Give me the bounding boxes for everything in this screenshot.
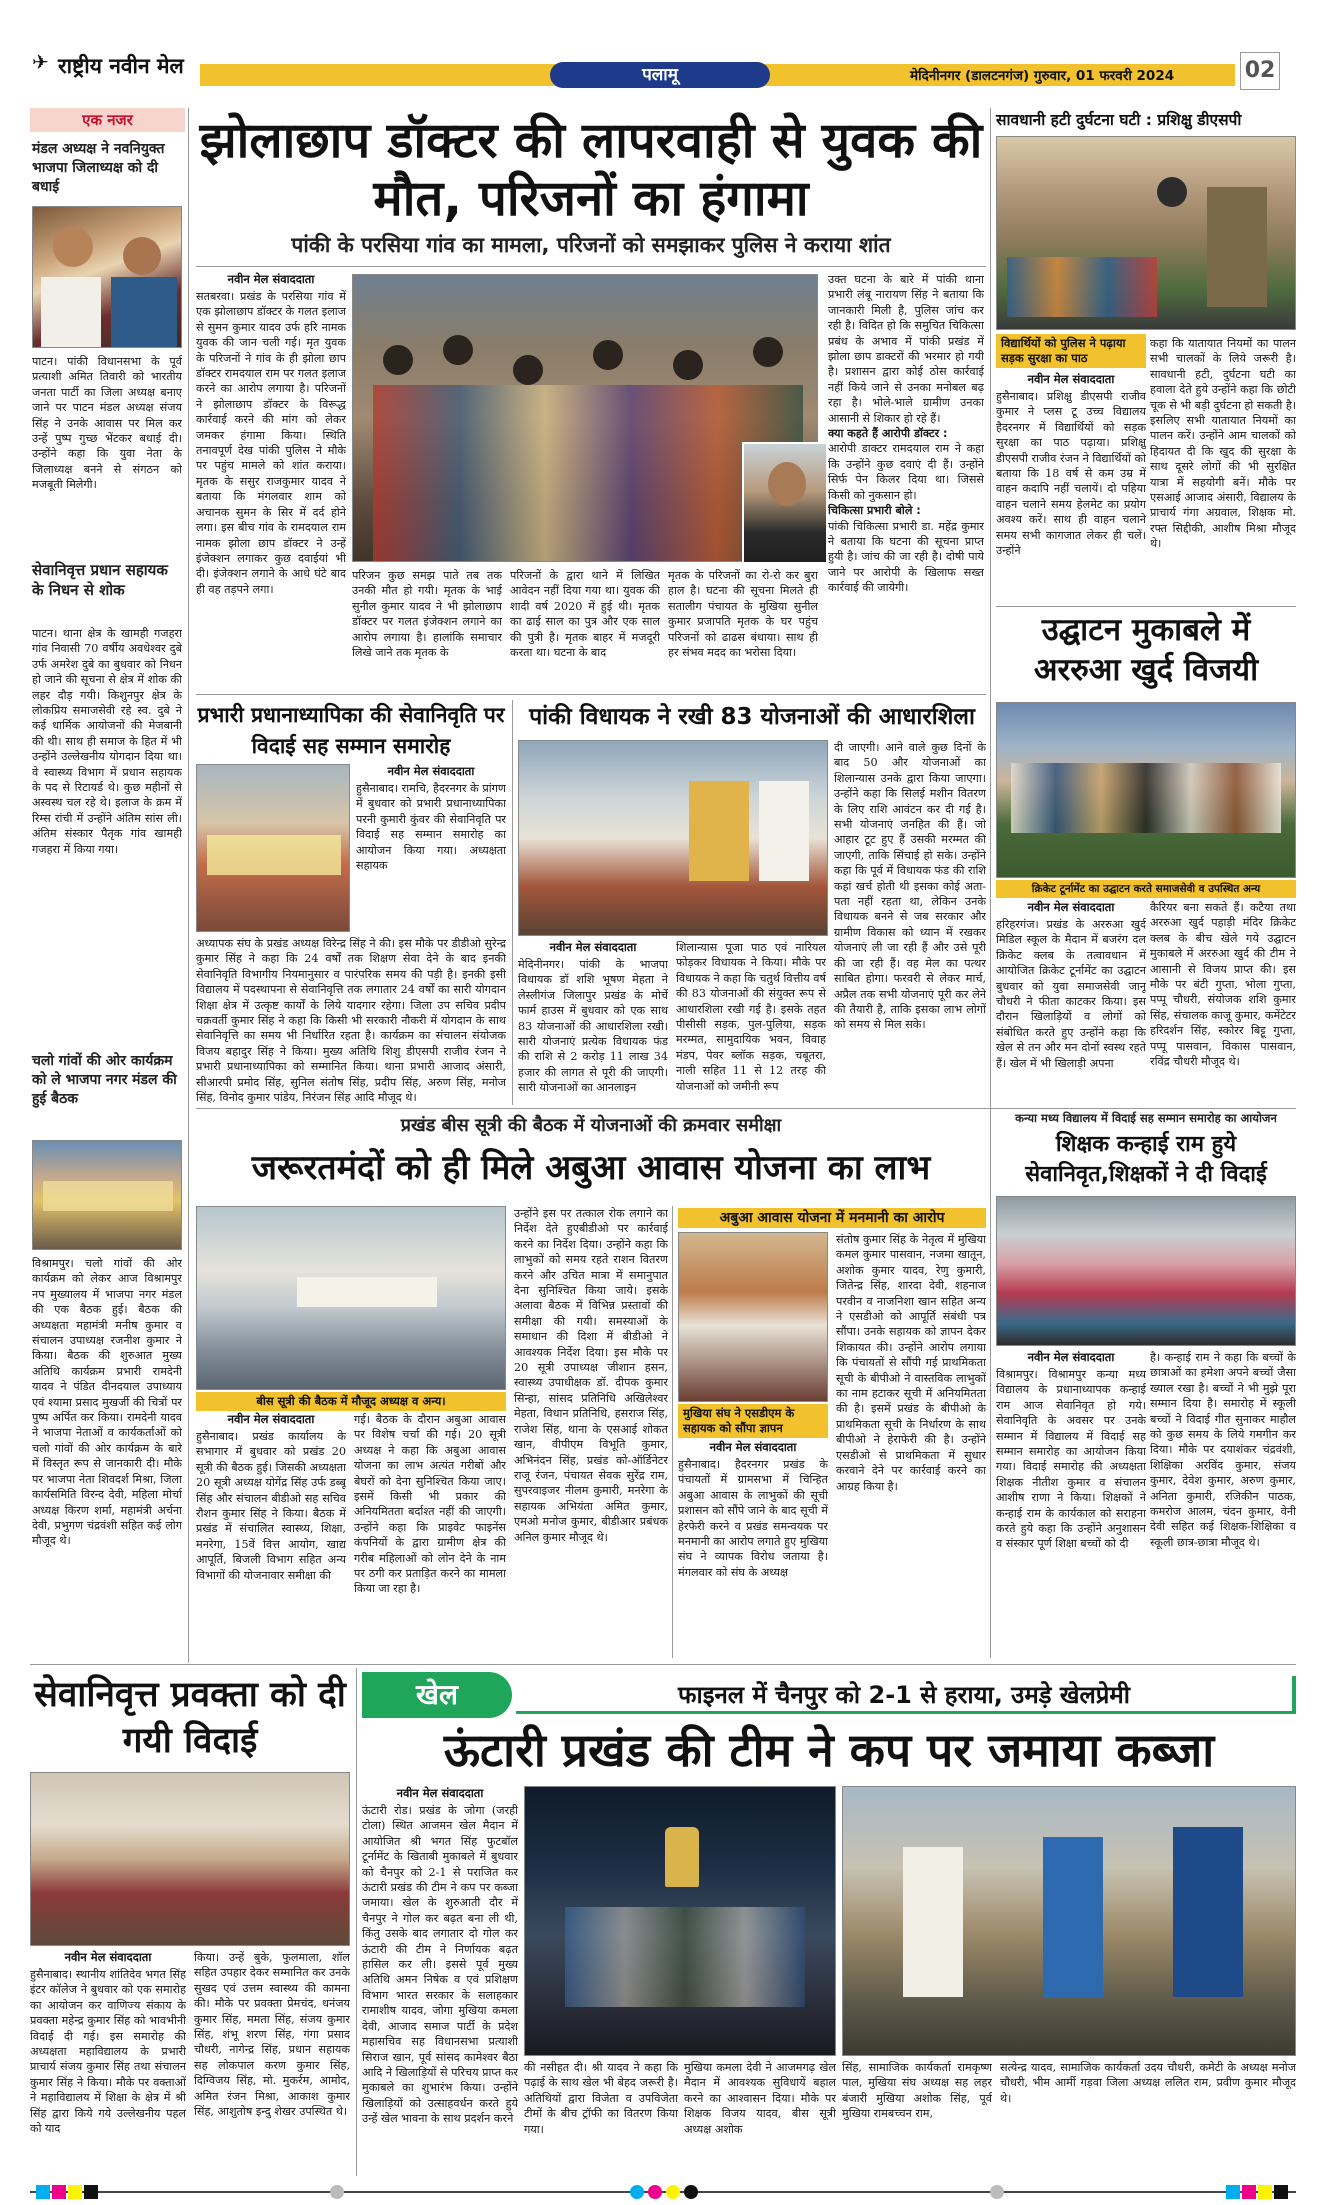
masthead (30, 44, 1295, 92)
sidebar-item3-title: चलो गांवों की ओर कार्यक्रम को ले भाजपा नगर मंडल की हुई बैठक (32, 1053, 177, 1107)
khel-col4: सिंह, सामाजिक कार्यकर्ता रामकृष्ण पाल, मुखिया संघ अध्यक्ष सह लहर बंजारी मुखिया अशोक सिंह, पूर्व मुखिया रामबच्चन राम, (842, 2061, 992, 2121)
sidebar-item2-body: पाटन। थाना क्षेत्र के खामही गजहरा गांव निवासी 70 वर्षीय अवधेश्वर दुबे उर्फ अमरेश दुबे का बुधवार को निधन हो जाने की सूचना से क्षेत्र में शोक की लहर दौड़ गयी। किशुनपुर क्षेत्र के लोकप्रिय समाजसेवी रहे स्व. दुबे ने कई धार्मिक आयोजनों की मेजबानी की थी। साथ ही समाज के हित में भी उन्होंने उल्लेखनीय योगदान दिया था। वे स्वास्थ्य विभाग में प्रधान सहायक के पद से रिटायर्ड थे। कुछ महीनों से अस्वस्थ चल रहे थे। इलाज के क्रम में रिम्स रांची में उन्होंने अंतिम सांस ली। अंतिम संस्कार पैतृक गांव खामही गजहरा में किया गया। (32, 627, 182, 856)
lead-col2: परिजन कुछ समझ पाते तब तक उनकी मौत हो गयी। मृतक के भाई सुनील कुमार यादव ने भी झोलाछाप डॉक्टर पर गलत इंजेक्शन लगाने का आरोप लगाया है। हालांकि समाचार लिखे जाने तक मृतक के (352, 569, 502, 660)
sutri-col1 (196, 1412, 346, 1658)
abua-divider (672, 1206, 673, 1658)
mla-photo (518, 740, 828, 936)
lead-col5-b: आरोपी डाक्टर रामदयाल राम ने कहा कि उन्होंने कुछ दवाएं दी हैं। उन्होंने सिर्फ पेन किलर दिया था। जिससे किसी को नुकसान हो। (828, 442, 984, 502)
pravakta-byline: नवीन मेल संवाददाता (64, 1950, 152, 1964)
sidebar-divider (188, 108, 189, 1663)
khel-col3: मुखिया कमला देवी ने आजमगढ़ खेल मैदान में आवश्यक सुविधायें बहाल करने का आश्वासन दिया। मौके पर शिक्षक विजय यादव, बीस सूत्री अध्यक्ष अशोक (684, 2061, 836, 2136)
sidebar-item1-title: मंडल अध्यक्ष ने नवनियुक्त भाजपा जिलाध्यक्ष को दी बधाई (32, 141, 165, 195)
page-number: 02 (1240, 52, 1280, 90)
dateline: मेदिनीनगर (डालटनगंज) गुरुवार, 01 फरवरी 2024 (910, 68, 1175, 84)
color-swatch-yellow-2 (1258, 2185, 1272, 2199)
khel-col1-text: ऊंटारी रोड। प्रखंड के जोगा (जरही टोला) स्थित आजमन खेल मैदान में आयोजित श्री भगत सिंह फुटबॉल टूर्नामेंट के खिताबी मुकाबले में बुधवार को चैनपुर को 2-1 से पराजित कर ऊंटारी प्रखंड की टीम ने कप पर कब्जा जमाया। खेल के शुरुआती दौर में चैनपुर ने गोल कर बढ़त बना ली थी, किंतु उसके बाद लगातार दो गोल कर ऊंटारी की टीम ने निर्णायक बढ़त हासिल कर ली। इससे पूर्व मुख्य अतिथि अमन निषेक व एवं प्रशिक्षण विभाग भारत सरकार के सलाहकार रामाशीष यादव, जोगा मुखिया कमला देवी, आजाद समाज पार्टी के प्रदेश महासचिव सह विधानसभा प्रत्याशी सिराज खान, पूर्व सांसद कामेश्वर बैठा आदि ने खिलाड़ियों से परिचय प्राप्त कर मुकाबले का शुभारंभ किया। उन्होंने खिलाड़ियों को उत्साहवर्धन करते हुये उन्हें खेल भावना के साथ प्रदर्शन करने (362, 1804, 518, 2126)
mla-col1-text: मेदिनीनगर। पांकी के भाजपा विधायक डॉ शशि भूषण मेहता ने लेस्लीगंज जिलापुर प्रखंड के मोर्चे फार्म हाउस में बुधवार को एक साथ 83 योजनाओं की आधारशिला रखी। सारी योजनाएं प्रत्येक विधायक फंड की राशि से 2 करोड़ 11 लाख 34 हजार की लागत से पूरी की जाएगी। सारी योजनाओं का आनलाइन (518, 958, 668, 1095)
sutri-col1-text: हुसैनाबाद। प्रखंड कार्यालय के सभागार में बुधवार को प्रखंड 20 सूत्री की बैठक हुई। जिसकी अध्यक्षता 20 सूत्री अध्यक्ष योगेंद्र सिंह उर्फ डब्बू सिंह और संचालन बीडीओ सह सचिव रौशन कुमार सिंह ने किया। बैठक में प्रखंड में संचालित स्वास्थ्य, शिक्षा, मनरेगा, 15वें वित्त आयोग, खाद्य आपूर्ति, बिजली विभाग सहित अन्य विभागों की योजनावार समीक्षा की (196, 1430, 346, 1582)
footer-strip (30, 2184, 1296, 2200)
sutri-headline: जरूरतमंदों को ही मिले अबुआ आवास योजना का लाभ (251, 1148, 931, 1188)
lead-col1-text: सतबरवा। प्रखंड के परसिया गांव में एक झोलाछाप डॉक्टर के गलत इलाज से सुमन कुमार यादव उर्फ हरि नामक युवक की जान चली गई। मृत युवक के परिजनों ने गांव के ही झोला छाप डॉक्टर रामदयाल राम पर गलत इलाज करने का आरोप लगाया है। परिजनों ने झोलाछाप डॉक्टर के विरूद्ध कार्रवाई करने की मांग को लेकर जमकर हंगामा किया। स्थिति तनावपूर्ण देख पांकी पुलिस ने मौके पर पहुंच मामले को शांत कराया। मृतक के ससुर राजकुमार यादव ने बताया कि मंगलवार शाम को अचानक सुमन के सिर में दर्द होने लगा। इस बीच गांव के रामदयाल राम नामक झोला छाप डॉक्टर ने उन्हें इंजेक्शन लगाकर कुछ दवाईयां भी दी। इंजेक्शन लगाने के आधे घंटे बाद ही वह तड़पने लगा। (196, 290, 346, 596)
safety-byline: नवीन मेल संवाददाता (1027, 372, 1115, 386)
brand-name: राष्ट्रीय नवीन मेल (58, 53, 184, 78)
mla-col3: दी जाएगी। आने वाले कुछ दिनों के बाद 50 और योजनाओं का शिलान्यास उनके द्वारा किया जाएगा। उन्होंने कहा कि सिलई मशीन वितरण के लिए राशि आवंटन कर दी गई है। सभी योजनाएं जनहित की हैं। जो आहार टूट हुए हैं उसकी मरम्मत की जाएगी, ताकि सिंचाई हो सके। उन्होंने कहा कि पूर्व में विधायक फंड की राशि कहां खर्च होती थी इसका कोई अता-पता नहीं रहता था, लेकिन उनके विधायक बनने से जब सरकार और ग्रामीण विकास को ध्यान में रखकर योजनाएं ली जा रही हैं और उसे पूरी की जा रही हैं। वह मेल का पत्थर साबित होगा। फरवरी से लेकर मार्च, अप्रैल तक सभी योजनाएं पूरी कर लेने की तैयारी है, ताकि इसका लाभ लोगों को समय से मिल सके। (834, 741, 986, 1032)
color-swatch-cyan (36, 2185, 50, 2199)
lead-col4: मृतक के परिजनों का रो-रो कर बुरा हाल है। घटना की सूचना मिलते ही सतालीग पंचायत के मुखिया सुनील कुमार प्रजापति मृतक के घर पहुंच परिजनों को ढाढस बंधाया। साथ ही हर संभव मदद का भरोसा दिया। (668, 569, 818, 660)
khel-kicker-bar (516, 1676, 1296, 1714)
khel-col5: सत्येन्द्र यादव, सामाजिक कार्यकर्ता उदय चौधरी, कमेटी के अध्यक्ष मनोज चौधरी, भीम आर्मी गड़वा जिला अध्यक्ष ललित राम, प्रवीण कुमार मौजूद थे। (1000, 2061, 1296, 2105)
color-swatch-black (84, 2185, 98, 2199)
inaug-headline: उद्घाटन मुकाबले में अररुआ खुर्द विजयी (1033, 612, 1259, 688)
lead-rule (196, 266, 986, 267)
sutri-photo (196, 1206, 506, 1390)
section-text: पलामू (642, 65, 678, 85)
inaug-caption: क्रिकेट टूर्नामेंट का उद्घाटन करते समाजसेवी व उपस्थित अन्य (996, 880, 1296, 898)
khel-kicker: फाइनल में चैनपुर को 2-1 से हराया, उमड़े खेलप्रेमी (677, 1681, 1131, 1709)
right-divider (990, 108, 991, 1108)
bird-icon: ✈ (32, 50, 49, 74)
ek-nazar-tab (30, 108, 185, 132)
khel-photo-trophy (524, 1786, 836, 2056)
brand-logo (30, 46, 200, 88)
safety-bottom-rule (996, 606, 1296, 607)
safety-col1 (996, 372, 1146, 604)
register-dot-yellow (666, 2185, 680, 2199)
khel-col1 (362, 1786, 518, 2176)
khel-col2: की नसीहत दी। श्री यादव ने कहा कि पढ़ाई के साथ खेल भी बेहद जरूरी है। अतिथियों द्वारा विजेता व उपविजेता टीमों के बीच ट्रॉफी का वितरण किया गया। (524, 2061, 678, 2136)
abua-col1 (678, 1440, 828, 1658)
bottom-top-rule (30, 1664, 1296, 1665)
lead-col1 (196, 272, 346, 692)
khel-photo-players (842, 1786, 1296, 2056)
sidebar-item3-body: विश्रामपुर। चलो गांवों की ओर कार्यक्रम को लेकर आज विश्रामपुर नप मुख्यालय में भाजपा नगर मंडल की एक बैठक हुई। बैठक की अध्यक्षता महामंत्री मनीष कुमार व संचालन उपाध्यक्ष रजनीश कुमार ने किया। बैठक की शुरुआत मुख्य अतिथि कार्यक्रम प्रभारी रामदेनी यादव ने पंडित दीनदयाल उपाध्याय एवं श्यामा प्रसाद मुखर्जी की चित्रों पर पुष्प अर्पित कर किया। रामदेनी यादव ने भाजपा नेताओं व कार्यकर्ताओं को चलो गांवों की ओर कार्यक्रम के बारे में विस्तृत रूप से जानकारी दी। मौके पर भाजपा नेता शिवदर्श मिश्रा, जिला कार्यसमिति विरन्द देवी, महिला मोर्चा अध्यक्ष किरण शर्मा, महामंत्री अर्चना देवी, प्रभुगण चंद्रवंशी सहित कई लोग मौजूद थे। (32, 1257, 182, 1548)
khel-divider (356, 1668, 357, 2176)
safety-caption: विद्यार्थियों को पुलिस ने पढ़ाया सड़क सुरक्षा का पाठ (996, 334, 1146, 368)
sutri-byline: नवीन मेल संवाददाता (227, 1412, 315, 1426)
register-dot-black (684, 2185, 698, 2199)
color-swatch-yellow (68, 2185, 82, 2199)
kanhai-kicker: कन्या मध्य विद्यालय में विदाई सह सम्मान समारोह का आयोजन (1015, 1111, 1277, 1125)
retire-hm-col-full: अध्यापक संघ के प्रखंड अध्यक्ष विरेन्द्र सिंह ने की। इस मौके पर डीडीओ सुरेन्द्र कुमार सिंह ने कहा कि 24 वर्षों तक शिक्षण सेवा देने के बाद इनकी सेवानिवृति विभागीय नियमानुसार व पारंपरिक समय की पड़ी है। इनकी इसी विद्यालय में पदस्थापना से सेवानिवृत्ति तक लगातार 24 वर्षों का सारी योगदान शिक्षा क्षेत्र में उत्कृष्ट कार्यों के लिये यादगार रहेगा। जिला उप सचिव प्रदीप चक्रवर्ती कुमार सिंह ने कहा कि किसी भी सरकारी नौकरी में योगदान के साथ सेवानिवृत्ति का समय भी निर्धारित रहता है। कार्यक्रम का संचालन संयोजक विजय बहादुर सिंह ने किया। मुख्य अतिथि शिशु डीएसपी राजीव रंजन ने प्रभारी प्रधानाध्यापिका को सम्मानित किया। थाना प्रभारी आजाद अंसारी, सीआरपी प्रमोद सिंह, सुनिल संतोष सिंह, प्रदीप सिंह, अरुण सिंह, मनोज सिंह, विनोद कुमार पांडेय, निरंजन सिंह आदि मौजूद थे। (196, 937, 506, 1105)
khel-tag-text: खेल (416, 1678, 458, 1711)
lead-photo-portrait (742, 442, 828, 564)
mid-rule (196, 1108, 1296, 1109)
sidebar (30, 108, 185, 1663)
abua-caption: मुखिया संघ ने एसडीएम के सहायक को सौंपा ज्ञापन (678, 1404, 828, 1438)
sidebar-photo-2 (32, 1140, 182, 1250)
lead-byline: नवीन मेल संवाददाता (227, 272, 315, 286)
ek-nazar-label: एक नजर (82, 111, 133, 129)
abua-col2: संतोष कुमार सिंह के नेतृत्व में मुखिया कमल कुमार पासवान, नजमा खातून, अशोक कुमार यादव, रेणु कुमारी, जितेन्द्र सिंह, शारदा देवी, शहनाज परवीन व नाजनिशा खान सहित अन्य ने एसडीओ को आपूर्ति संबंधी पत्र सौंपा। उनके सहायक को ज्ञापन देकर शिकायत की। उन्होंने आरोप लगाया कि पंचायतों से सौंपी गई प्राथमिकता सूची के बीपीओ ने वास्तविक लाभुकों का नाम हटाकर सूची में अनियमितता की है। इसमें प्रखंड के बीपीओ के प्राथमिकता सूची के निर्धारण के साथ बीपीओ ने हेराफेरी की है। उन्होंने एसडीओ से प्राथमिकता में सुधार करवाने देने पर कार्रवाई करने का आग्रह किया है। (836, 1233, 986, 1493)
kanhai-headline: शिक्षक कन्हाई राम हुये सेवानिवृत,शिक्षकों ने दी विदाई (1025, 1132, 1267, 1187)
pravakta-headline: सेवानिवृत्त प्रवक्ता को दी गयी विदाई (34, 1675, 346, 1761)
lead-subhead: पांकी के परसिया गांव का मामला, परिजनों को समझाकर पुलिस ने कराया शांत (291, 233, 891, 257)
lead-col3: परिजनों के द्वारा थाने में लिखित आवेदन नहीं दिया गया था। युवक की शादी वर्ष 2020 में हुई थी। मृतक का ढाई साल का पुत्र और एक साल की पुत्री है। मृतक बाहर में मजदूरी करता था। घटना के बाद (510, 569, 660, 660)
register-dot-2 (990, 2185, 1004, 2199)
abua-col1-text: हुसैनाबाद। हैदरनगर प्रखंड के पंचायतों में ग्रामसभा में चिन्हित अबुआ आवास के लाभुकों की सूची प्रशासन को सौंपे जाने के बाद सूची में हेरफेरी करने व प्रखंड समन्वयक पर मनमानी का आरोप लगाते हुए मुखिया संघ ने व्यापक विरोध जताया है। मंगलवार को संघ के अध्यक्ष (678, 1458, 828, 1579)
mla-headline: पांकी विधायक ने रखी 83 योजनाओं की आधारशिला (529, 704, 975, 730)
color-swatch-cyan-2 (1226, 2185, 1240, 2199)
lead-col5-c: पांकी चिकित्सा प्रभारी डा. महेंद्र कुमार ने बताया कि घटना की सूचना प्राप्त हुयी है। जांच की जा रही है। दोषी पाये जाने पर आरोपी के खिलाफ सख्त कार्रवाई की जायेगी। (828, 519, 984, 595)
kanhai-photo (996, 1196, 1296, 1346)
retire-hm-headline: प्रभारी प्रधानाध्यापिका की सेवानिवृति पर विदाई सह सम्मान समारोह (197, 703, 505, 758)
color-swatch-black-2 (1274, 2185, 1288, 2199)
safety-col2: कहा कि यातायात नियमों का पालन सभी चालकों के लिये जरूरी है। सावधानी हटी, दुर्घटना घटी का हवाला देते हुये उन्होंने कहा कि छोटी चूक से भी बड़ी दुर्घटना हो सकती है। इसलिए सभी यातायात नियमों का पालन करें। उन्होंने आम चालकों को हिदायत दी कि खुद की सुरक्षा के साथ दूसरे लोगों की भी सुरक्षित यात्रा में सहयोगी बनें। मौके पर एसआई आजाद अंसारी, विद्यालय के प्राचार्य गंगा अग्रवाल, शिक्षक मो. रफ्त सिद्दीकी, आशीष मिश्रा मौजूद थे। (1150, 337, 1296, 551)
register-dot-magenta (648, 2185, 662, 2199)
kanhai-divider (990, 1108, 991, 1658)
pravakta-col1-text: हुसैनाबाद। स्थानीय शांतिदेव भगत सिंह इंटर कॉलेज ने बुधवार को एक समारोह का आयोजन कर वाणिज्य संकाय के प्रवक्ता महेन्द्र कुमार सिंह को भावभीनी विदाई दी गई। इस समारोह की अध्यक्षता महाविद्यालय के प्रभारी प्राचार्य संजय कुमार सिंह तथा संचालन कुमार सिंह ने किया। मौके पर वक्ताओं ने महाविद्यालय में शिक्षा के क्षेत्र में श्री सिंह द्वारा किये गये उल्लेखनीय पहल को याद (30, 1968, 186, 2136)
abua-photo (678, 1232, 828, 1402)
kanhai-col1 (996, 1350, 1146, 1658)
inaug-col1 (996, 900, 1146, 1100)
retire-hm-col-top-text: हुसैनाबाद। रामचि, हैदरनगर के प्रांगण में बुधवार को प्रभारी प्रधानाध्यापिका परनी कुमारी कुंवर की सेवानिवृति पर विदाई सह सम्मान समारोह का आयोजन किया गया। अध्यक्षता सहायक (356, 782, 506, 873)
color-swatch-magenta-2 (1242, 2185, 1256, 2199)
sutri-col2: गई। बैठक के दौरान अबुआ आवास पर विशेष चर्चा की गई। 20 सूत्री अध्यक्ष ने कहा कि अबुआ आवास योजना का लाभ अत्यंत गरीबों और बेघरों को देना सुनिश्चित किया जाए। इसमें किसी भी प्रकार की अनियमितता बर्दाश्त नहीं की जाएगी। उन्होंने कहा कि प्राइवेट फाइनेंस कंपनियों के द्वारा ग्रामीण क्षेत्र की गरीब महिलाओं को लोन देने के नाम पर ठगी कर प्रताड़ित करने का मामला किया जा रहा है। (354, 1413, 506, 1596)
sutri-col3: उन्होंने इस पर तत्काल रोक लगाने का निर्देश देते हुएबीडीओ पर कार्रवाई करने का निर्देश दिया। उन्होंने कहा कि लाभुकों को समय रहते राशन वितरण करने और उचित मात्रा में समानुपात देना सुनिश्चित किया जाये। इसके अलावा बैठक में विभिन्न प्रस्तावों की समीक्षा की गयी। समस्याओं के समाधान की दिशा में बीडीओ ने आवश्यक निर्देश दिया। इस मौके पर 20 सूत्री उपाध्यक्ष जीशान हसन, स्वास्थ्य उपाधीक्षक डॉ. दीपक कुमार सिन्हा, सांसद प्रतिनिधि अखिलेश्वर मेहता, विधान प्रतिनिधि, हसराज सिंह, राजेश सिंह, थाना के एसआई शोकत खान, वीपीएम विभूति कुमार, अभिनंदन सिंह, प्रखंड को-ऑर्डिनेटर राजू रंजन, पंचायत सेवक सुरेंद्र राम, सुपरवाइजर नीलम कुमारी, मनरेगा के सहायक अभियंता अमित कुमार, एमओ मनोज कुमार, बीडीआर प्रबंधक अनिल कुमार मौजूद थे। (514, 1207, 668, 1544)
inaug-byline: नवीन मेल संवाददाता (1027, 900, 1115, 914)
register-dot-cyan (630, 2185, 644, 2199)
lead-col5-text: उक्त घटना के बारे में पांकी थाना प्रभारी लंबू नारायण सिंह ने बताया कि जानकारी मिली है, पुलिस जांच कर रही है। विदित हो कि समुचित चिकित्सा प्रबंध के अभाव में पांकी प्रखंड में झोला छाप डाक्टरों की भरमार हो गयी है। प्रशासन द्वारा कोई ठोस कार्रवाई नहीं किये जाने से उनका मनोबल बढ़ रहा है। भोले-भाले ग्रामीण उनका आसानी से शिकार हो रहे हैं। (828, 273, 984, 425)
inaug-col1-text: हरिहरगंज। प्रखंड के अररुआ खुर्द मिडिल स्कूल के मैदान में बजरंग दल क्रिकेट क्लब के तत्वावधान में आयोजित क्रिकेट टूर्नामेंट का उद्घाटन बुधवार को युवा समाजसेवी जानू चौधरी ने फीता काटकर किया। इस दौरान खिलाड़ियों व लोगों को संबोधित करते हुए उन्होंने कहा कि खेल से तन और मन दोनों स्वस्थ रहते हैं। खेल में भी खिलाड़ी अपना (996, 918, 1146, 1070)
khel-headline: ऊंटारी प्रखंड की टीम ने कप पर जमाया कब्जा (443, 1723, 1215, 1777)
lead-bottom-rule (196, 694, 986, 695)
color-swatch-magenta (52, 2185, 66, 2199)
sutri-kicker: प्रखंड बीस सूत्री की बैठक में योजनाओं की क्रमवार समीक्षा (400, 1115, 782, 1136)
inaug-photo (996, 702, 1296, 878)
mla-byline: नवीन मेल संवाददाता (549, 940, 637, 954)
register-dot-1 (330, 2185, 344, 2199)
pravakta-col2: किया। उन्हें बुके, फुलमाला, शॉल सहित उपहार देकर सम्मानित कर उनके सुखद एवं उत्तम स्वास्थ्य की कामना की। मौके पर प्रवक्ता प्रेमचंद, धनंजय कुमार सिंह, ममता सिंह, संजय कुमार सिंह, शंभू शरण सिंह, गंगा प्रसाद चौधरी, नागेन्द्र सिंह, प्रधान सहायक सह लोकपाल करण कुमार सिंह, दिग्विजय सिंह, मो. मुकर्रम, आमोद, अमित रंजन मिश्रा, आकाश कुमार सिंह, आशुतोष इन्दु शेखर उपस्थित थे। (194, 1951, 350, 2119)
pravakta-photo (30, 1772, 350, 1946)
retire-mla-divider (512, 700, 513, 1105)
retire-hm-col-top (356, 764, 506, 932)
sutri-caption: बीस सूत्री की बैठक में मौजूद अध्यक्ष व अन्य। (196, 1392, 506, 1411)
khel-byline: नवीन मेल संवाददाता (396, 1786, 484, 1800)
sidebar-photo-1 (32, 206, 182, 348)
kanhai-col1-text: विश्रामपुर। विश्रामपुर कन्या मध्य विद्यालय के प्रधानाध्यापक कन्हाई राम आज सेवानिवृत हो गये। सेवानिवृति के अवसर पर उनके सम्मान में विद्यालय में विदाई सह सम्मान समारोह का आयोजन किया गया। विदाई समारोह की अध्यक्षता शिक्षक नीतीश कुमार व संचालन आशीष राणा ने किया। शिक्षकों ने कन्हाई राम के कार्यकाल को सराहना करते हुये कहा कि उन्होंने अनुशासन व संस्कार पूर्ण शिक्षा बच्चों को दी (996, 1368, 1146, 1551)
section-label (550, 62, 770, 88)
lead-headline: झोलाछाप डॉक्टर की लापरवाही से युवक की मौत, परिजनों का हंगामा (199, 112, 983, 227)
retire-hm-byline: नवीन मेल संवाददाता (387, 764, 475, 778)
safety-headline: सावधानी हटी दुर्घटना घटी : प्रशिक्षु डीएसपी (996, 111, 1242, 129)
sidebar-item1-body: पाटन। पांकी विधानसभा के पूर्व प्रत्याशी अमित तिवारी को भारतीय जनता पार्टी का जिला अध्यक्ष बनाए जाने पर पाटन मंडल अध्यक्ष संजय सिंह ने उनके आवास पर मिल कर उन्हें पुष्प गुच्छ भेंटकर बधाई दी। उन्होंने कहा कि युवा नेता के जिलाध्यक्ष बनने से संगठन को मजबूती मिलेगी। (32, 355, 182, 492)
safety-photo (996, 136, 1296, 330)
kanhai-col2: है। कन्हाई राम ने कहा कि बच्चों के छात्राओं का हमेशा अपने बच्चों जैसा ख्याल रखा है। बच्चों ने भी मुझे पूरा सम्मान दिया है। समारोह में स्कूली बच्चों ने विदाई गीत सुनाकर माहौल को कुछ समय के लिये गमगीन कर दिया। मौके पर दयाशंकर चंद्रवंशी, शिक्षिका अरविंद कुमार, संजय कुमार, देवेश कुमार, अरुण कुमार, अनिता कुमारी, रजिकीन पाठक, कमरोज आलम, चंदन कुमार, वेनी देवी सहित कई शिक्षक-शिक्षिका व स्कूली छात्र-छात्रा मौजूद थे। (1150, 1351, 1296, 1549)
lead-col5-q2: चिकित्सा प्रभारी बोले : (828, 504, 921, 518)
inaug-col2: कैरियर बना सकते हैं। कटैया तथा अररुआ खुर्द पहाड़ी मंदिर क्रिकेट क्लब के बीच खेले गये उद्घाटन मुकाबले में अररुआ खुर्द की टीम ने आसानी से विजय प्राप्त की। इस मौके पर बंटी गुप्ता, भोला गुप्ता, पप्पू चौधरी, संयोजक शशि कुमार सिंह, संचालक काजू कुमार, कमेंटेटर हरिदर्शन सिंह, स्कोरर बिट्टू गुप्ता, पप्पू पासवान, विकास पासवान, रविंद्र चौधरी मौजूद थे। (1150, 901, 1296, 1069)
footer-rule (30, 2191, 1296, 2193)
sidebar-item2-title: सेवानिवृत्त प्रधान सहायक के निधन से शोक (32, 561, 168, 599)
lead-col5-q: क्या कहते हैं आरोपी डॉक्टर : (828, 427, 948, 441)
khel-tag (362, 1672, 512, 1718)
mla-col2: शिलान्यास पूजा पाठ एवं नारियल फोड़कर विधायक ने किया। मौके पर विधायक ने कहा कि चतुर्थ वित्तीय वर्ष की 83 योजनाओं की संयुक्त रूप से आधारशिला रखी गई है। इसके तहत पीसीसी सड़क, पुल-पुलिया, सड़क मरम्मत, सामुदायिक भवन, विवाह मंडप, पेवर ब्लॉक सड़क, चबूतरा, नाली सहित 11 से 12 तरह की योजनाओं को जमीनी रूप (676, 941, 826, 1093)
abua-headline: अबुआ आवास योजना में मनमानी का आरोप (678, 1208, 986, 1228)
kanhai-byline: नवीन मेल संवाददाता (1027, 1350, 1115, 1364)
safety-col1-text: हुसैनाबाद। प्रशिक्षु डीएसपी राजीव कुमार ने प्लस टू उच्च विद्यालय हैदरनगर में विद्यार्थियों को सड़क सुरक्षा का पाठ पढ़ाया। प्रशिक्षु डीएसपी राजीव रंजन ने विद्यार्थियों को बताया कि 18 वर्ष से कम उम्र में वाहन कदापि नहीं चलायें। दो पहिया वाहन चलाने समय हेलमेट का प्रयोग अवश्य करें। साथ ही वाहन चलाने समय सभी कागजात लेकर ही चलें। उन्होंने (996, 390, 1146, 558)
pravakta-col1 (30, 1950, 186, 2175)
lead-col5 (828, 272, 984, 692)
retire-hm-photo (196, 764, 350, 932)
mla-col1 (518, 940, 668, 1106)
abua-byline: नवीन मेल संवाददाता (709, 1440, 797, 1454)
